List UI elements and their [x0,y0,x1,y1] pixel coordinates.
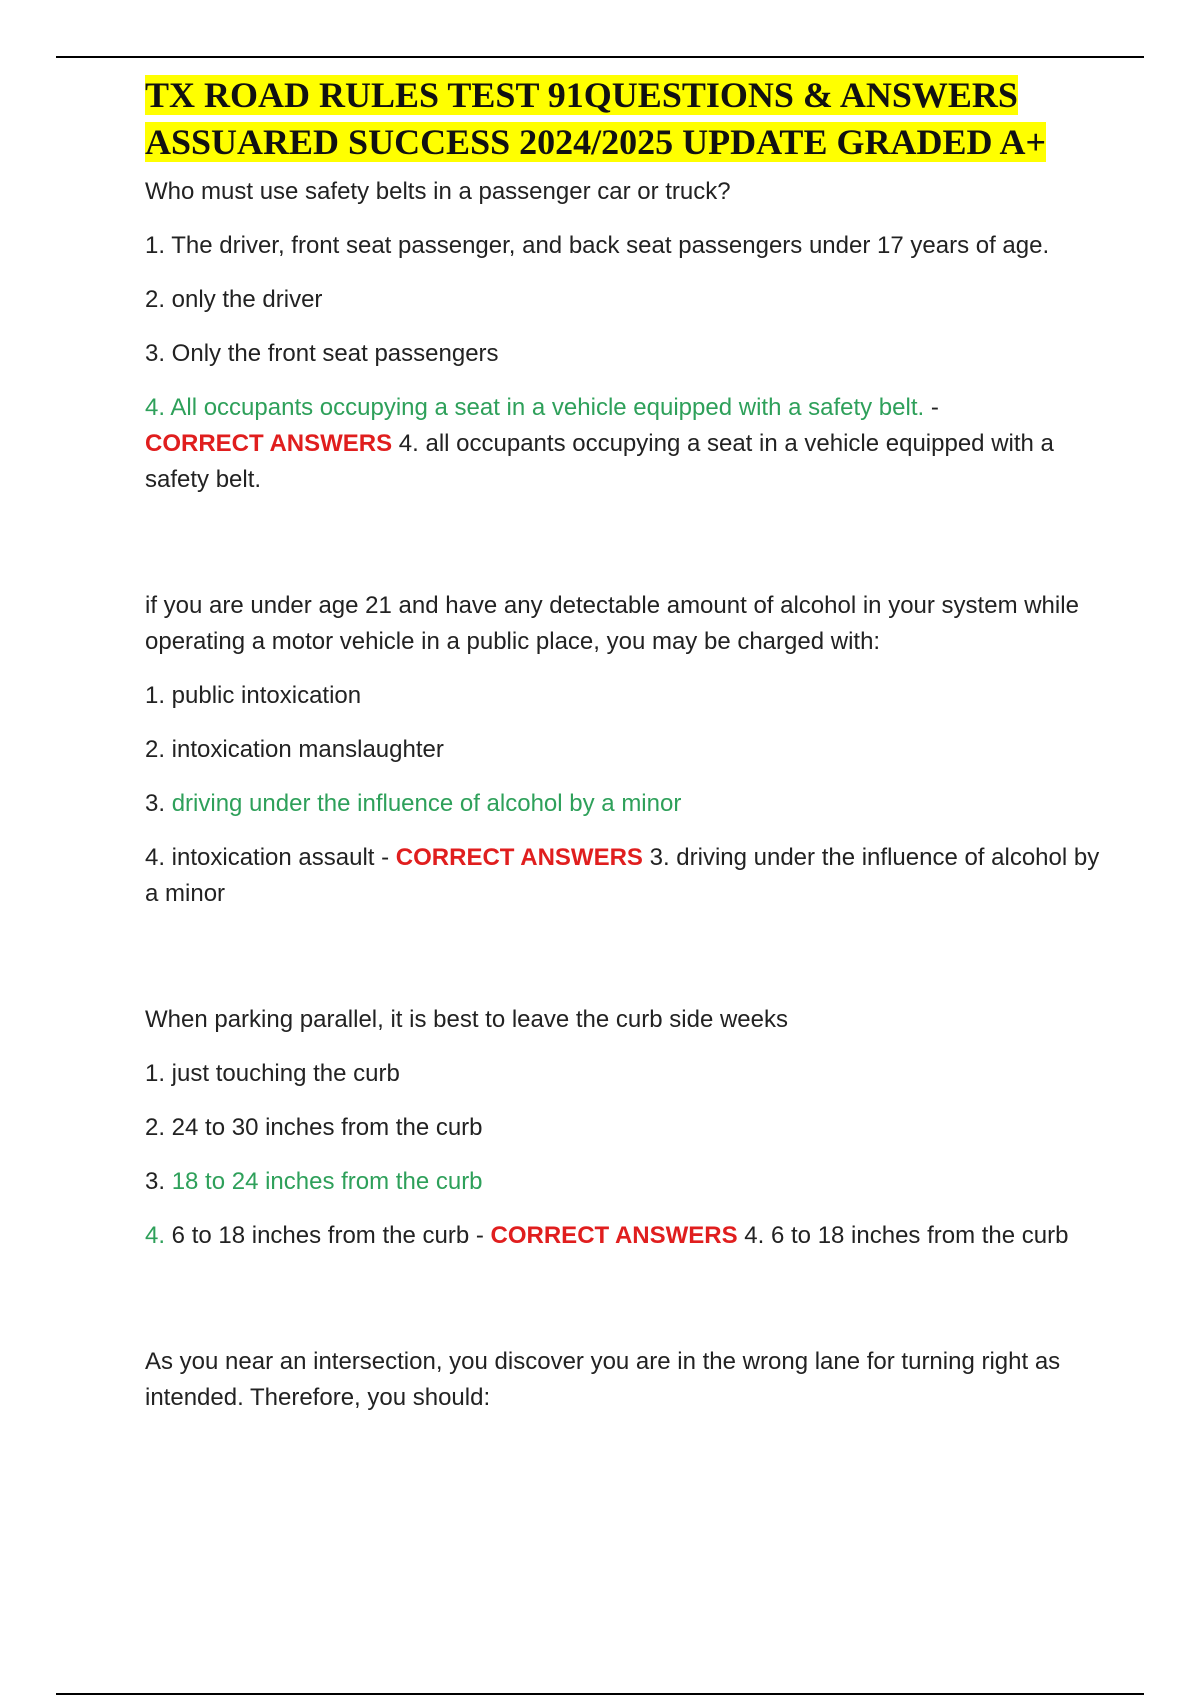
title-line-2: ASSUARED SUCCESS 2024/2025 UPDATE GRADED A+ [145,122,1046,162]
option-2: 2. only the driver [145,286,323,313]
option-1: 1. public intoxication [145,682,362,709]
highlighted-option-text: 18 to 24 inches from the curb [171,1168,483,1195]
highlighted-option-text: driving under the influence of alcohol by a minor [171,790,682,817]
option-3 [145,1164,1105,1200]
option-number: 3. [145,1168,172,1195]
option-text: 6 to 18 inches from the curb - [165,1222,491,1249]
document-body [145,72,1105,1434]
question-block-3 [145,1002,1105,1254]
answer-text: 3. driving under the influence of alcohol by a minor [145,844,1100,907]
option-number: 3. [145,790,172,817]
document-title [145,72,1105,166]
question-block-2 [145,588,1105,912]
title-line-1: TX ROAD RULES TEST 91QUESTIONS & ANSWERS [145,75,1018,115]
separator: - [924,394,939,421]
correct-answers-label: CORRECT ANSWERS [145,430,393,457]
highlighted-option-text: All occupants occupying a seat in a vehicle equipped with a safety belt. [170,394,925,421]
option-number: 4. [145,394,171,421]
bottom-rule [56,1693,1144,1695]
option-4 [145,840,1105,912]
question-text: Who must use safety belts in a passenger car or truck? [145,178,731,205]
option-4 [145,390,1105,498]
option-1: 1. just touching the curb [145,1060,400,1087]
option-2: 2. 24 to 30 inches from the curb [145,1114,483,1141]
correct-answers-label: CORRECT ANSWERS [490,1222,738,1249]
option-3: 3. Only the front seat passengers [145,340,499,367]
question-text: When parking parallel, it is best to leave the curb side weeks [145,1006,788,1033]
question-block-4 [145,1344,1105,1416]
question-text: As you near an intersection, you discover you are in the wrong lane for turning right as intended. Therefore, you should: [145,1348,1061,1411]
option-4 [145,1218,1105,1254]
option-text: 4. intoxication assault - [145,844,396,871]
answer-text: 4. all occupants occupying a seat in a vehicle equipped with a safety belt. [145,430,1054,493]
question-block-1 [145,174,1105,498]
option-1: 1. The driver, front seat passenger, and back seat passengers under 17 years of age. [145,232,1050,259]
option-number: 4. [145,1222,166,1249]
option-2: 2. intoxication manslaughter [145,736,444,763]
answer-text: 4. 6 to 18 inches from the curb [737,1222,1069,1249]
question-text: if you are under age 21 and have any detectable amount of alcohol in your system while operating a motor vehicle in a public place, you may be charged with: [145,592,1079,655]
correct-answers-label: CORRECT ANSWERS [395,844,643,871]
option-3 [145,786,1105,822]
top-rule [56,56,1144,58]
